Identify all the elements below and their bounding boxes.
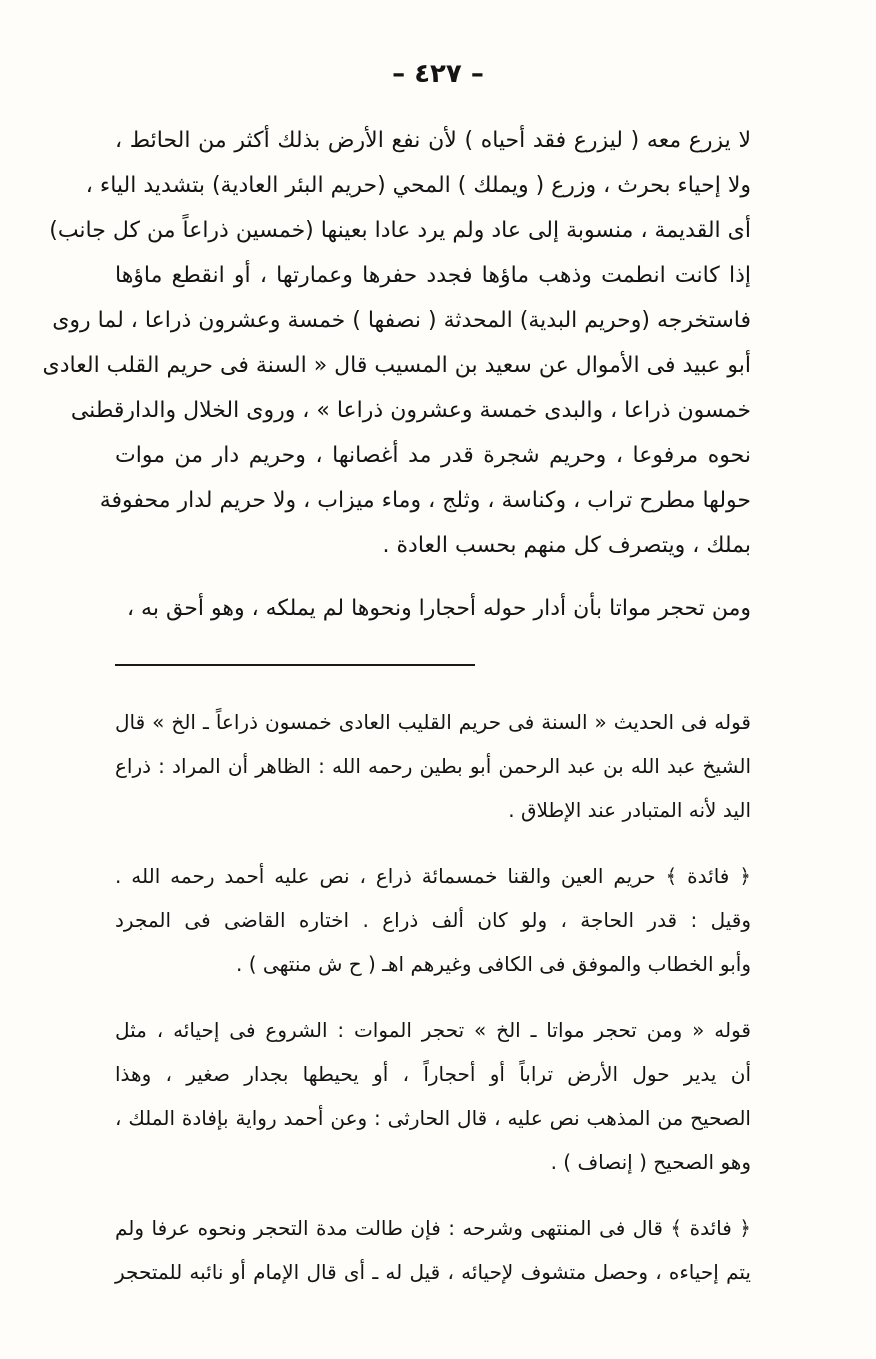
page-number: – ٤٢٧ –	[392, 59, 484, 89]
main-line: بملك ، ويتصرف كل منهم بحسب العادة .	[382, 533, 751, 558]
paragraph-gap	[115, 1184, 751, 1206]
note-line: وقيل : قدر الحاجة ، ولو كان ألف ذراع . اختاره القاضى فى المجرد	[115, 908, 751, 932]
main-line: خمسون ذراعا ، والبدى خمسة وعشرون ذراعا » ، وروى الخلال والدارقطنى	[70, 398, 751, 423]
note-line: وأبو الخطاب والموفق فى الكافى وغيرهم اهـ ( ح ش منتهى ) .	[236, 952, 751, 976]
main-line: نحوه مرفوعا ، وحريم شجرة قدر مد أغصانها ، وحريم دار من موات	[115, 443, 751, 468]
main-line: فاستخرجه (وحريم البدية) المحدثة ( نصفها ) خمسة وعشرون ذراعا ، لما روى	[52, 308, 751, 333]
note-line: قوله فى الحديث « السنة فى حريم القليب العادى خمسون ذراعاً ـ الخ » قال	[115, 710, 751, 734]
note-line: قوله « ومن تحجر مواتا ـ الخ » تحجر الموات : الشروع فى إحيائه ، مثل	[115, 1018, 751, 1042]
main-line: إذا كانت انطمت وذهب ماؤها فجدد حفرها وعمارتها ، أو انقطع ماؤها	[115, 263, 751, 288]
note-line: الشيخ عبد الله بن عبد الرحمن أبو بطين رحمه الله : الظاهر أن المراد : ذراع	[115, 754, 751, 778]
note-line: ﴿ فائدة ﴾ قال فى المنتهى وشرحه : فإن طالت مدة التحجر ونحوه عرفا ولم	[115, 1216, 751, 1240]
footnotes	[115, 700, 751, 1294]
main-line: أى القديمة ، منسوبة إلى عاد ولم يرد عادا بعينها (خمسين ذراعاً من كل جانب)	[49, 218, 751, 243]
main-line: لا يزرع معه ( ليزرع فقد أحياه ) لأن نفع الأرض بذلك أكثر من الحائط ،	[115, 128, 751, 153]
main-line: أبو عبيد فى الأموال عن سعيد بن المسيب قال « السنة فى حريم القلب العادى	[42, 353, 751, 378]
main-line: ومن تحجر مواتا بأن أدار حوله أحجارا ونحوها لم يملكه ، وهو أحق به ،	[126, 596, 751, 621]
note-line: الصحيح من المذهب نص عليه ، قال الحارثى : وعن أحمد رواية بإفادة الملك ،	[115, 1106, 751, 1130]
note-line: يتم إحياءه ، وحصل متشوف لإحيائه ، قيل له ـ أى قال الإمام أو نائبه للمتحجر	[115, 1260, 751, 1284]
note-line: أن يدير حول الأرض تراباً أو أحجاراً ، أو يحيطها بجدار صغير ، وهذا	[115, 1062, 751, 1086]
note-line: وهو الصحيح ( إنصاف ) .	[550, 1150, 751, 1174]
note-line: اليد لأنه المتبادر عند الإطلاق .	[508, 798, 751, 822]
paragraph-gap	[115, 986, 751, 1008]
main-line: ولا إحياء بحرث ، وزرع ( ويملك ) المحي (حريم البئر العادية) بتشديد الياء ،	[85, 173, 751, 198]
paragraph-gap	[115, 832, 751, 854]
footnote-divider	[115, 664, 475, 666]
main-line: حولها مطرح تراب ، وكناسة ، وثلج ، وماء ميزاب ، ولا حريم لدار محفوفة	[99, 488, 751, 513]
paragraph-gap	[115, 568, 751, 586]
main-text	[42, 118, 751, 631]
note-line: ﴿ فائدة ﴾ حريم العين والقنا خمسمائة ذراع ، نص عليه أحمد رحمه الله .	[115, 864, 751, 888]
